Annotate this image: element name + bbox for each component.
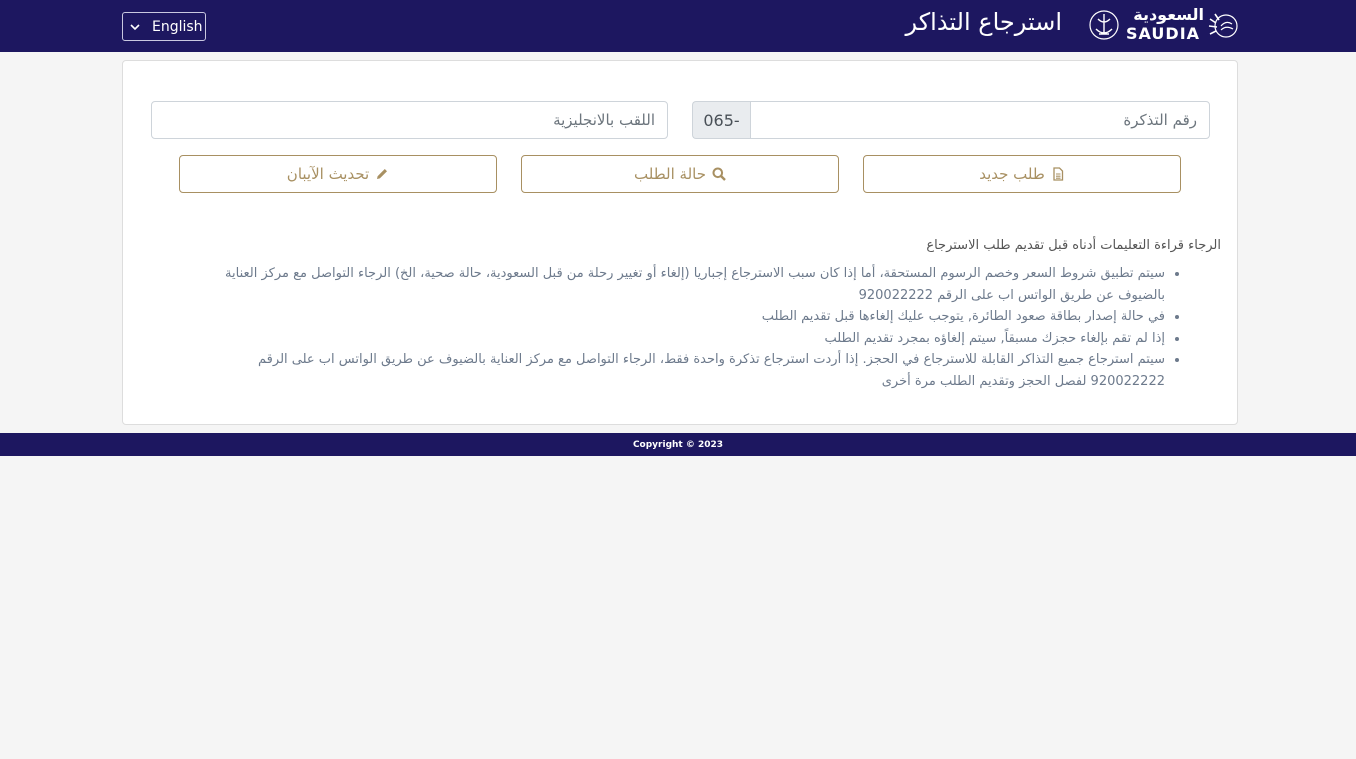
instruction-item: • إذا لم تقم بإلغاء حجزك مسبقاً, سيتم إلغاؤه بمجرد تقديم الطلب: [181, 328, 1165, 350]
file-icon: [1051, 167, 1065, 181]
search-icon: [712, 167, 726, 181]
request-status-label: حالة الطلب: [634, 165, 706, 183]
instruction-item: • سيتم تطبيق شروط السعر وخصم الرسوم المستحقة، أما إذا كان سبب الاسترجاع إجباريا (إلغاء أو تغيير رحلة من قبل السعودية، حالة صحية، الخ) الرجاء التواصل مع مركز العناية بالضيوف عن طريق الواتس اب على الرقم 920022222: [181, 263, 1165, 306]
instructions-section: [181, 235, 1221, 392]
top-navbar: [0, 0, 1356, 52]
instruction-item: • سيتم استرجاع جميع التذاكر القابلة للاسترجاع في الحجز. إذا أردت استرجاع تذكرة واحدة فقط، الرجاء التواصل مع مركز العناية بالضيوف عن طريق الواتس اب على الرقم 920022222 لفصل الحجز وتقديم الطلب مرة أخرى: [181, 349, 1165, 392]
new-request-label: طلب جديد: [979, 165, 1045, 183]
saudia-wing-icon: [1208, 11, 1240, 41]
logo-english-text: SAUDIA: [1126, 24, 1201, 43]
pencil-icon: [375, 167, 389, 181]
new-request-button[interactable]: [863, 155, 1181, 193]
logo-arabic-text: السعودية: [1133, 5, 1204, 24]
footer: [0, 433, 1356, 456]
instructions-list: [181, 263, 1181, 392]
chevron-down-icon: [127, 19, 143, 35]
copyright-text: Copyright © 2023: [632, 439, 724, 450]
instructions-intro: الرجاء قراءة التعليمات أدناه قبل تقديم طلب الاسترجاع: [926, 238, 1221, 253]
update-iban-label: تحديث الآيبان: [286, 165, 370, 183]
instruction-item: • في حالة إصدار بطاقة صعود الطائرة, يتوجب عليك إلغاءها قبل تقديم الطلب: [181, 306, 1165, 328]
ticket-number-group: [692, 101, 1210, 139]
language-label: English: [152, 18, 203, 35]
update-iban-button[interactable]: [179, 155, 497, 193]
surname-input[interactable]: [151, 101, 668, 139]
request-status-button[interactable]: [521, 155, 839, 193]
language-select[interactable]: [122, 12, 206, 41]
saudia-emblem-icon: [1088, 9, 1120, 41]
refund-form-card: [122, 60, 1238, 425]
ticket-number-input[interactable]: [750, 101, 1210, 139]
ticket-prefix: 065-: [692, 101, 750, 139]
saudia-logo: [1088, 7, 1240, 45]
page-title: استرجاع التذاكر: [905, 8, 1062, 36]
